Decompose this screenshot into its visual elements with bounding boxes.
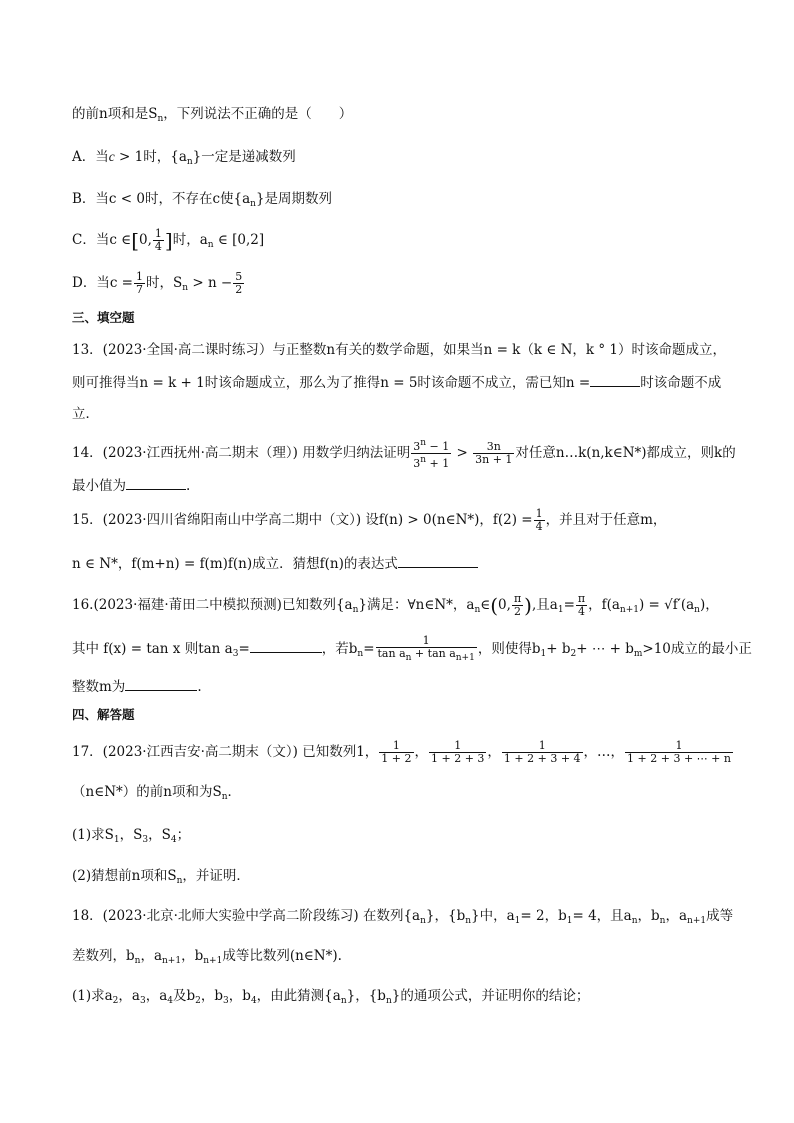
- answer-blank-15[interactable]: [398, 553, 478, 568]
- question-17-line-2: （n∈N*）的前n项和为$S_n$．: [72, 784, 241, 802]
- question-17-part-2: (2)猜想前n项和$S_n$，并证明．: [72, 868, 250, 886]
- question-13-line-1: 13．(2023·全国·高二课时练习）与正整数n有关的数学命题，如果当n = k（k ∈ N，k ° 1）时该命题成立，: [72, 342, 727, 358]
- question-15-line-1: 15．(2023·四川省绵阳南山中学高二期中（文）) 设f(n) > 0(n∈N*)，f(2) = $\frac{1}{4}$ ，并且对于任意m，: [72, 507, 667, 533]
- question-13-line-3: 立．: [72, 406, 99, 422]
- question-16-line-2: 其中 f(x) = tan x 则$\tan a_3=$ ，若$b_n=$ $\frac{1}{\tan a_n + \tan a_{n+1}}$ ，则使得$b_1+ b_2+$ ⋯ + $b_m>10$成立的最小正: [72, 634, 752, 663]
- question-16-line-3: 整数m为 .: [72, 676, 202, 697]
- section-problems: 四、解答题: [72, 707, 135, 722]
- answer-blank-16a[interactable]: [250, 638, 322, 653]
- question-17-line-1: 17．(2023·江西吉安·高二期末（文）) 已知数列1， $\frac{1}{1 + 2}$ ， $\frac{1}{1 + 2 + 3}$ ， $\frac{1}{1 + 2 + 3 + 4}$ ，…， $\frac{1}{1 + 2 + 3 + \cdots + n}$: [72, 739, 731, 765]
- answer-blank-13[interactable]: [590, 372, 640, 387]
- question-17-part-1: (1)求$S_1$，$S_3$，$S_4$；: [72, 827, 191, 845]
- option-b: B．当c < 0时，不存在c使$\{a_n\}$是周期数列: [72, 191, 333, 209]
- option-d: D．当c = $\frac{1}{7}$ 时，$S_n > n$ − $\frac{5}{2}$: [72, 270, 243, 296]
- answer-blank-14[interactable]: [126, 475, 186, 490]
- question-13-line-2: 则可推得当n = k + 1时该命题成立，那么为了推得n = 5时该命题不成立，需已知n = 时该命题不成: [72, 372, 721, 393]
- section-fill-in-blank: 三、填空题: [72, 310, 135, 325]
- question-18-part-1: (1)求$a_2$，$a_3$，$a_4$及$b_2$，$b_3$，$b_4$，由此猜测$\{a_n\}$，$\{b_n\}$的通项公式，并证明你的结论；: [72, 988, 590, 1006]
- question-15-line-2: n ∈ N*，f(m+n) = f(m)f(n)成立．猜想f(n)的表达式: [72, 553, 478, 574]
- option-c: C．当c ∈[0, $\frac{1}{4}$ ]时，$a_n$ ∈ [0,2]: [72, 227, 265, 253]
- question-16-line-1: 16.(2023·福建·莆田二中模拟预测)已知数列$\{a_n\}$满足：∀n∈N*，$a_n\in(0$, $\frac{\pi}{2}$ ),且$a_1=$ $\frac{\pi}{4}$ ，$f(a_{n+1}) = √f'(a_n)$，: [72, 592, 719, 618]
- option-a: A．当c > 1时，$\{a_n\}$一定是递减数列: [72, 149, 296, 167]
- question-18-line-1: 18．(2023·北京·北师大实验中学高二阶段练习) 在数列$\{a_n\}$，$\{b_n\}$中，$a_1= 2$，$b_1= 4$，且$a_n$，$b_n$，$a_{n+1}$成等: [72, 908, 734, 926]
- answer-blank-16b[interactable]: [125, 676, 197, 691]
- question-14-line-1: 14．(2023·江西抚州·高二期末（理）) 用数学归纳法证明 $\frac{3^n - 1}{3^n + 1}$ > $\frac{3n}{3n + 1}$ 对任意n…k(n,k∈N*)都成立，则k的: [72, 438, 736, 470]
- question-12-intro: 的前n项和是$S_n$，下列说法不正确的是（ ）: [72, 106, 353, 124]
- question-14-line-2: 最小值为 .: [72, 475, 190, 496]
- question-18-line-2: 差数列，$b_n$，$a_{n+1}$，$b_{n+1}$成等比数列(n∈N*).: [72, 948, 342, 966]
